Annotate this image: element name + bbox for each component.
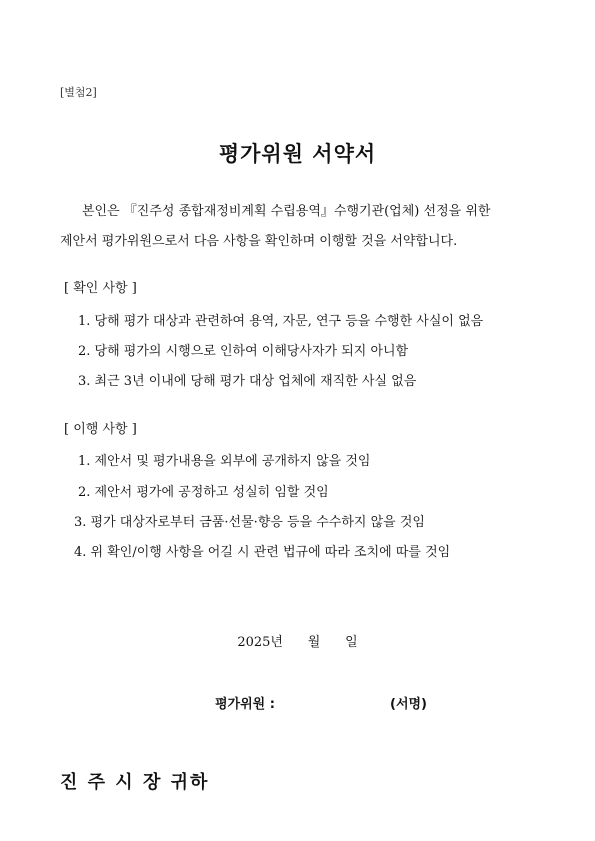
confirm-item-2: 2. 당해 평가의 시행으로 인하여 이해당사자가 되지 아니함	[78, 344, 409, 359]
intro-line-2: 제안서 평가위원으로서 다음 사항을 확인하며 이행할 것을 서약합니다.	[60, 234, 458, 249]
perform-item-4: 4. 위 확인/이행 사항을 어길 시 관련 법규에 따라 조치에 따를 것임	[74, 545, 451, 560]
signature-label: (서명)	[390, 697, 427, 712]
confirm-section-heading: [ 확인 사항 ]	[64, 281, 137, 296]
attachment-label: [별첨2]	[60, 86, 97, 99]
perform-section-heading: [ 이행 사항 ]	[64, 422, 137, 437]
perform-item-2: 2. 제안서 평가에 공정하고 성실히 임할 것임	[78, 485, 329, 500]
addressee: 진 주 시 장 귀하	[60, 772, 210, 793]
intro-line-1: 본인은 『진주성 종합재정비계획 수립용역』수행기관(업체) 선정을 위한	[82, 204, 491, 219]
confirm-item-1: 1. 당해 평가 대상과 관련하여 용역, 자문, 연구 등을 수행한 사실이 없음	[78, 314, 484, 329]
date-line: 2025년 월 일	[237, 635, 358, 650]
perform-item-1: 1. 제안서 및 평가내용을 외부에 공개하지 않을 것임	[78, 454, 371, 469]
intro-paragraph	[60, 197, 540, 257]
signer-label: 평가위원 :	[215, 697, 275, 712]
confirm-item-3: 3. 최근 3년 이내에 당해 평가 대상 업체에 재직한 사실 없음	[78, 374, 417, 389]
document-title: 평가위원 서약서	[218, 142, 377, 166]
perform-item-3: 3. 평가 대상자로부터 금품·선물·향응 등을 수수하지 않을 것임	[74, 515, 425, 530]
